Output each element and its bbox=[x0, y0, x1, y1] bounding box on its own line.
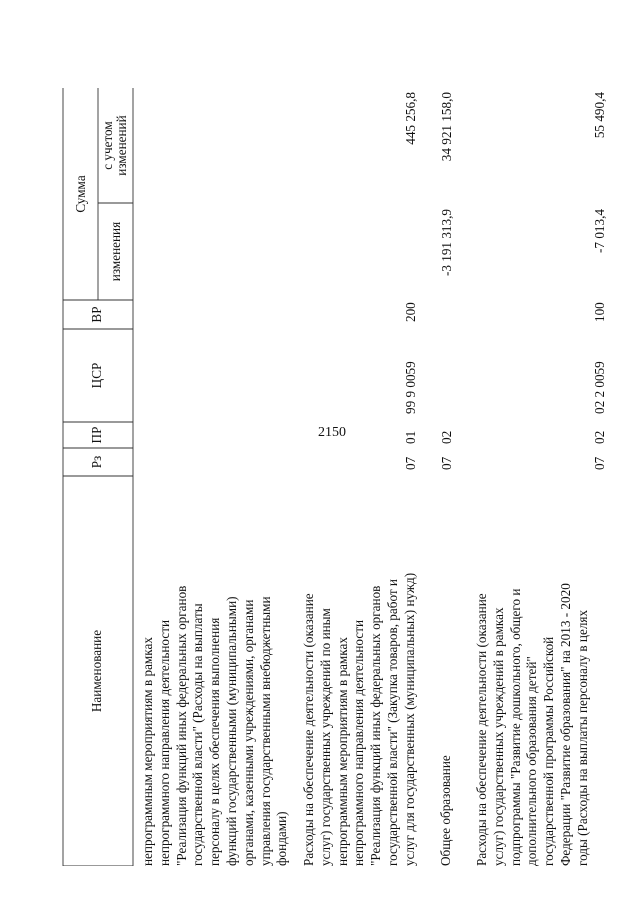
row-name-line: фондами) bbox=[274, 811, 290, 866]
row-name-line: управления государственными внебюджетными bbox=[257, 596, 273, 866]
header-rz: Рз bbox=[89, 455, 104, 469]
row-total: 34 921 158,0 bbox=[439, 92, 454, 162]
row-name-line: услуг для государственных (муниципальных) нужд) bbox=[401, 572, 417, 866]
row-name-line: услуг) государственных учреждений в рамках bbox=[490, 607, 506, 866]
row-name-line: государственной власти" (Расходы на выплаты bbox=[190, 603, 206, 866]
row-pr: 02 bbox=[592, 430, 607, 444]
header-changes: изменения bbox=[108, 221, 123, 282]
row-name-line: годы (Расходы на выплаты персоналу в целях bbox=[574, 609, 590, 866]
row-name-line: услуг) государственных учреждений по иным bbox=[317, 608, 333, 866]
budget-table bbox=[61, 88, 640, 866]
row-rz: 07 bbox=[403, 456, 418, 470]
row-vr: 200 bbox=[403, 302, 418, 322]
row-name-line: функций государственными (муниципальными) bbox=[223, 596, 239, 866]
row-change: -3 191 313,9 bbox=[439, 209, 454, 277]
row-name-line: персоналу в целях обеспечения выполнения bbox=[207, 617, 223, 866]
row-name-line: подпрограммы "Развитие дошкольного, общего и bbox=[507, 588, 523, 866]
row-pr: 01 bbox=[403, 430, 418, 444]
row-name-line: непрограммного направления деятельности bbox=[351, 619, 367, 866]
table-row-name bbox=[140, 482, 291, 866]
row-name-line: дополнительного образования детей" bbox=[524, 656, 540, 866]
header-sum: Сумма bbox=[73, 175, 88, 213]
table-row-name bbox=[301, 482, 419, 866]
header-pr: ПР bbox=[89, 426, 104, 444]
row-name-line: непрограммным мероприятиям в рамках bbox=[334, 637, 350, 866]
row-name-line: "Реализация функций иных федеральных органов bbox=[173, 585, 189, 866]
row-name-line: Расходы на обеспечение деятельности (оказание bbox=[474, 593, 489, 866]
header-vr: ВР bbox=[89, 306, 104, 323]
row-change: -7 013,4 bbox=[592, 209, 607, 253]
row-rz: 07 bbox=[592, 456, 607, 470]
header-with-changes-line1: с учетом bbox=[100, 121, 115, 170]
table-row-name bbox=[438, 482, 455, 866]
row-total: 445 256,8 bbox=[403, 92, 418, 145]
row-csr: 99 9 0059 bbox=[403, 361, 418, 414]
row-name-line: "Реализация функций иных федеральных органов bbox=[368, 585, 384, 866]
row-name-line: Общее образование bbox=[438, 755, 453, 866]
row-name-line: государственной программы Российской bbox=[541, 636, 557, 866]
row-name-line: органами, казенными учреждениями, органами bbox=[240, 599, 256, 866]
header-name: Наименование bbox=[89, 629, 104, 713]
row-name-line: Расходы на обеспечение деятельности (оказание bbox=[301, 593, 316, 866]
row-rz: 07 bbox=[439, 456, 454, 470]
header-with-changes-line2: изменений bbox=[114, 115, 129, 176]
row-name-line: Федерации "Развитие образования" на 2013 - 2020 bbox=[557, 583, 573, 866]
row-pr: 02 bbox=[439, 430, 454, 444]
row-name-line: непрограммным мероприятиям в рамках bbox=[140, 637, 155, 866]
page-number: 2150 bbox=[318, 425, 346, 440]
row-name-line: государственной власти" (Закупка товаров, работ и bbox=[384, 579, 400, 866]
header-csr: ЦСР bbox=[89, 362, 104, 389]
row-name-line: непрограммного направления деятельности bbox=[156, 619, 172, 866]
table-row-name bbox=[474, 482, 592, 866]
row-total: 55 490,4 bbox=[592, 92, 607, 139]
row-vr: 100 bbox=[592, 302, 607, 322]
row-csr: 02 2 0059 bbox=[592, 361, 607, 414]
